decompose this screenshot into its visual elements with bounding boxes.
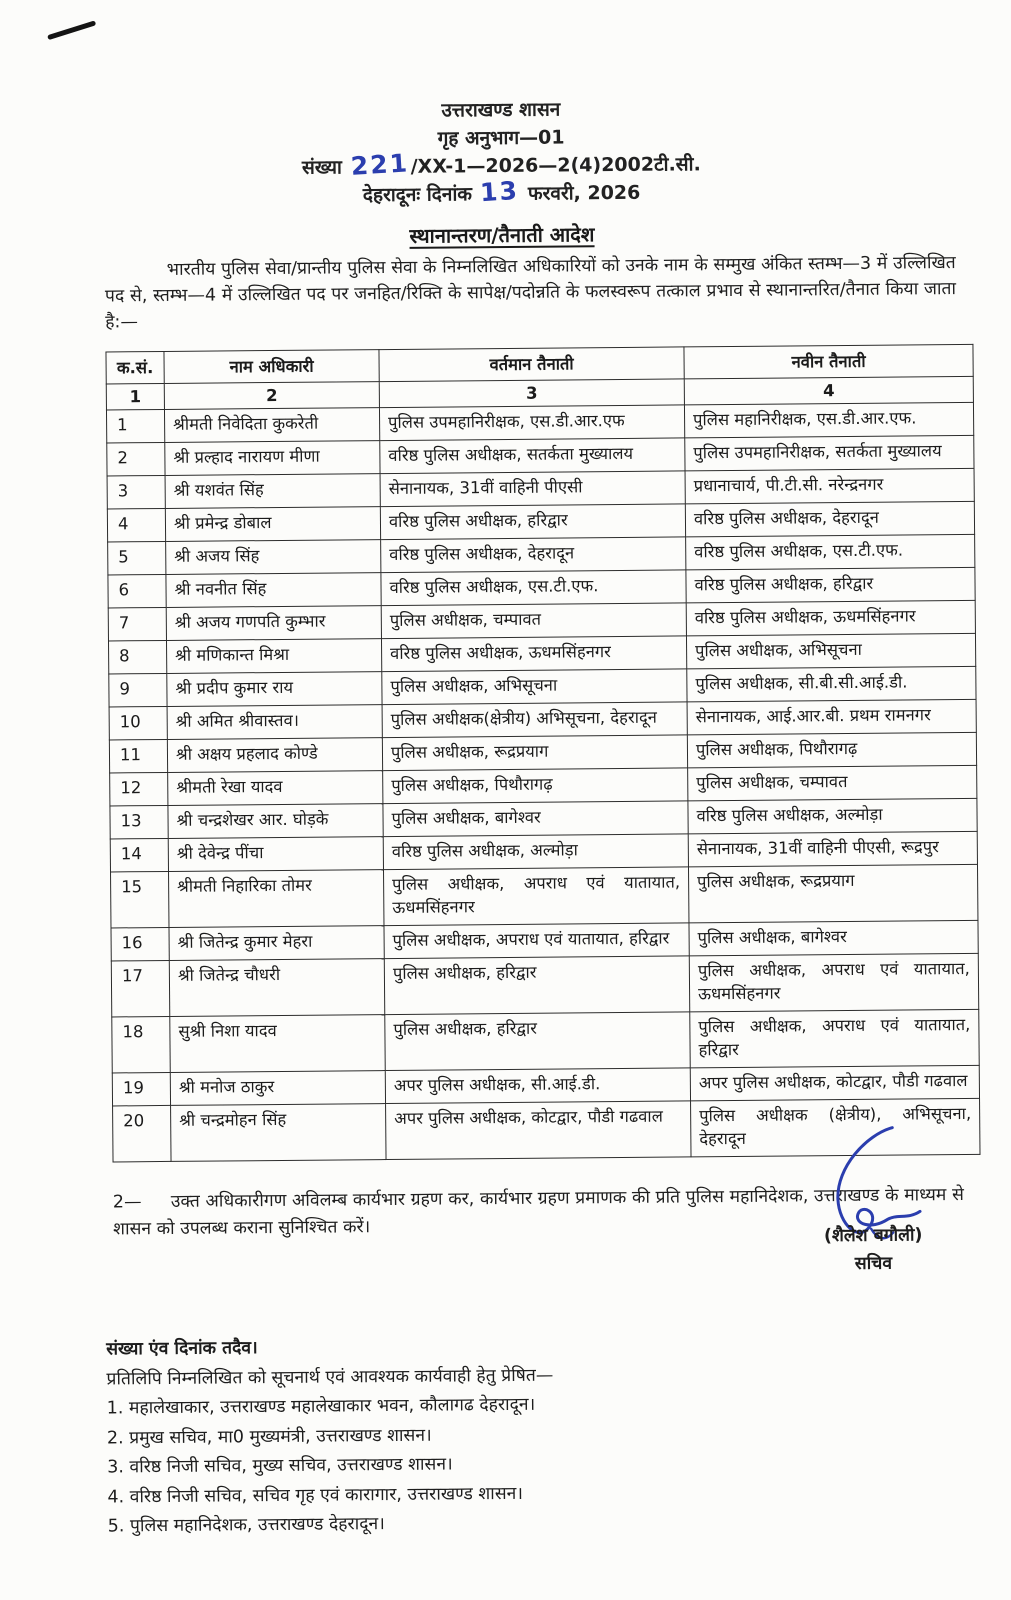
current-posting: पुलिस अधीक्षक, रूद्रप्रयाग xyxy=(382,735,687,771)
col-header-serial: क.सं. xyxy=(106,351,164,384)
current-posting: पुलिस अधीक्षक, पिथौरागढ़ xyxy=(383,768,688,804)
new-posting: अपर पुलिस अधीक्षक, कोटद्वार, पौडी गढवाल xyxy=(690,1065,979,1101)
table-row xyxy=(111,864,978,928)
col-number-3: 3 xyxy=(379,379,684,408)
row-serial-number: 1 xyxy=(106,409,164,443)
new-posting: वरिष्ठ पुलिस अधीक्षक, अल्मोड़ा xyxy=(688,798,977,834)
current-posting: वरिष्ठ पुलिस अधीक्षक, सतर्कता मुख्यालय xyxy=(380,438,685,474)
new-posting: पुलिस अधीक्षक, अपराध एवं यातायात, हरिद्वार xyxy=(690,1009,979,1068)
col-number-2: 2 xyxy=(164,382,379,410)
officer-name: श्री नवनीत सिंह xyxy=(166,573,381,608)
row-serial-number: 20 xyxy=(113,1105,171,1162)
distribution-item: 2. प्रमुख सचिव, मा0 मुख्यमंत्री, उत्तराखण्ड शासन। xyxy=(106,1425,432,1449)
col-number-4: 4 xyxy=(684,376,973,405)
new-posting: वरिष्ठ पुलिस अधीक्षक, एस.टी.एफ. xyxy=(686,534,975,570)
row-serial-number: 14 xyxy=(110,838,168,872)
col-header-current-posting: वर्तमान तैनाती xyxy=(379,347,684,382)
order-title: स्थानान्तरण/तैनाती आदेश xyxy=(409,222,595,248)
row-serial-number: 8 xyxy=(108,640,166,674)
distribution-item: 3. वरिष्ठ निजी सचिव, मुख्य सचिव, उत्तराखण्ड शासन। xyxy=(107,1454,453,1478)
officer-name: श्री चन्द्रमोहन सिंह xyxy=(171,1104,386,1162)
officer-name: श्री प्रल्हाद नारायण मीणा xyxy=(165,441,380,476)
table-row xyxy=(112,1009,979,1073)
new-posting: पुलिस अधीक्षक, बागेश्वर xyxy=(689,920,978,956)
officer-name: श्री अजय सिंह xyxy=(166,540,381,575)
row-serial-number: 18 xyxy=(112,1016,170,1073)
officer-name: श्री यशवंत सिंह xyxy=(165,474,380,509)
officer-name: श्री चन्द्रशेखर आर. घोड़के xyxy=(168,804,383,839)
row-serial-number: 15 xyxy=(111,871,169,928)
current-posting: पुलिस अधीक्षक, अभिसूचना xyxy=(382,669,687,705)
table-row xyxy=(111,953,978,1017)
distribution-section xyxy=(106,1328,959,1542)
current-posting: पुलिस अधीक्षक(क्षेत्रीय) अभिसूचना, देहरादून xyxy=(382,702,687,738)
distribution-item: 4. वरिष्ठ निजी सचिव, सचिव गृह एवं कारागार, उत्तराखण्ड शासन। xyxy=(107,1483,524,1508)
row-serial-number: 7 xyxy=(108,607,166,641)
order-number-handwritten: 221 xyxy=(349,148,410,181)
col-header-new-posting: नवीन तैनाती xyxy=(684,344,973,379)
department-section: गृह अनुभाग—01 xyxy=(437,126,565,150)
current-posting: वरिष्ठ पुलिस अधीक्षक, अल्मोड़ा xyxy=(383,834,688,870)
row-serial-number: 19 xyxy=(112,1072,170,1106)
officer-name: सुश्री निशा यादव xyxy=(170,1015,385,1073)
new-posting: पुलिस अधीक्षक, अभिसूचना xyxy=(686,633,975,669)
transfer-table-wrap xyxy=(105,344,1011,1163)
document-header xyxy=(0,0,1007,212)
col-number-1: 1 xyxy=(106,383,164,410)
row-serial-number: 6 xyxy=(108,574,166,608)
officer-name: श्री मणिकान्त मिश्रा xyxy=(166,639,381,674)
place-date-prefix: देहरादूनः दिनांक xyxy=(362,183,479,207)
row-serial-number: 12 xyxy=(110,772,168,806)
signatory-name: (शैलेश बगौली) xyxy=(823,1225,923,1247)
current-posting: वरिष्ठ पुलिस अधीक्षक, एस.टी.एफ. xyxy=(381,570,686,606)
row-serial-number: 11 xyxy=(109,739,167,773)
current-posting: पुलिस अधीक्षक, चम्पावत xyxy=(381,603,686,639)
new-posting: सेनानायक, 31वीं वाहिनी पीएसी, रूद्रपुर xyxy=(688,831,977,867)
officer-name: श्रीमती रेखा यादव xyxy=(168,771,383,806)
officer-name: श्री जितेन्द्र कुमार मेहरा xyxy=(169,926,384,961)
row-serial-number: 17 xyxy=(111,960,169,1017)
intro-paragraph: भारतीय पुलिस सेवा/प्रान्तीय पुलिस सेवा के निम्नलिखित अधिकारियों को उनके नाम के सम्मुख अंकित स्तम्भ—3 में उल्लिखित पद से, स्तम्भ—4 में उल्लिखित पद पर जनहित/रिक्ति के सापेक्ष/पदोन्नति के फलस्वरूप तत्काल प्रभाव से स्थानान्तरित/तैनात किया जाता है:— xyxy=(104,253,957,333)
current-posting: अपर पुलिस अधीक्षक, सी.आई.डी. xyxy=(385,1068,690,1104)
copy-forwarded-line: प्रतिलिपि निम्नलिखित को सूचनार्थ एवं आवश्यक कार्यवाही हेतु प्रेषित— xyxy=(106,1365,554,1390)
officer-name: श्रीमती निवेदिता कुकरेती xyxy=(164,408,379,443)
current-posting: पुलिस अधीक्षक, बागेश्वर xyxy=(383,801,688,837)
officer-name: श्री प्रदीप कुमार राय xyxy=(167,672,382,707)
signatory-designation: सचिव xyxy=(854,1253,893,1274)
current-posting: पुलिस अधीक्षक, हरिद्वार xyxy=(385,1012,690,1071)
new-posting: वरिष्ठ पुलिस अधीक्षक, हरिद्वार xyxy=(686,567,975,603)
row-serial-number: 13 xyxy=(110,805,168,839)
current-posting: अपर पुलिस अधीक्षक, कोटद्वार, पौडी गढवाल xyxy=(386,1101,691,1160)
new-posting: प्रधानाचार्य, पी.टी.सी. नरेन्द्रनगर xyxy=(685,468,974,504)
current-posting: पुलिस अधीक्षक, हरिद्वार xyxy=(384,956,689,1015)
current-posting: पुलिस उपमहानिरीक्षक, एस.डी.आर.एफ xyxy=(379,405,684,441)
officer-name: श्री अक्षय प्रहलाद कोण्डे xyxy=(167,738,382,773)
officer-name: श्री अमित श्रीवास्तव। xyxy=(167,705,382,740)
paragraph-number: 2— xyxy=(112,1192,142,1213)
row-serial-number: 10 xyxy=(109,706,167,740)
new-posting: वरिष्ठ पुलिस अधीक्षक, ऊधमसिंहनगर xyxy=(686,600,975,636)
current-posting: वरिष्ठ पुलिस अधीक्षक, ऊधमसिंहनगर xyxy=(381,636,686,672)
distribution-item: 1. महालेखाकार, उत्तराखण्ड महालेखाकार भवन, कौलागढ देहरादून। xyxy=(106,1394,536,1419)
new-posting: पुलिस अधीक्षक, पिथौरागढ़ xyxy=(687,732,976,768)
new-posting: पुलिस अधीक्षक, रूद्रप्रयाग xyxy=(688,864,977,923)
instruction-text: उक्त अधिकारीगण अविलम्ब कार्यभार ग्रहण कर, कार्यभार ग्रहण प्रमाणक की प्रति पुलिस महानिदेशक, उत्तराखण्ड के माध्यम से शासन को उपलब्ध कराना सुनिश्चित करें। xyxy=(113,1185,964,1240)
current-posting: सेनानायक, 31वीं वाहिनी पीएसी xyxy=(380,471,685,507)
officer-name: श्री मनोज ठाकुर xyxy=(170,1071,385,1106)
new-posting: पुलिस अधीक्षक, अपराध एवं यातायात, ऊधमसिंहनगर xyxy=(689,953,978,1012)
footer-number-date-line: संख्या एंव दिनांक तदैव। xyxy=(106,1338,258,1360)
officer-name: श्रीमती निहारिका तोमर xyxy=(169,870,384,928)
row-serial-number: 2 xyxy=(107,442,165,476)
table-row xyxy=(113,1098,980,1162)
government-name: उत्तराखण्ड शासन xyxy=(441,98,561,122)
row-serial-number: 5 xyxy=(108,541,166,575)
current-posting: वरिष्ठ पुलिस अधीक्षक, हरिद्वार xyxy=(380,504,685,540)
row-serial-number: 16 xyxy=(111,927,169,961)
new-posting: पुलिस उपमहानिरीक्षक, सतर्कता मुख्यालय xyxy=(685,435,974,471)
date-handwritten: 13 xyxy=(479,175,521,208)
officer-name: श्री देवेन्द्र पींचा xyxy=(168,837,383,872)
current-posting: पुलिस अधीक्षक, अपराध एवं यातायात, ऊधमसिंहनगर xyxy=(383,867,688,926)
col-header-officer-name: नाम अधिकारी xyxy=(164,350,379,384)
transfer-table-body xyxy=(106,402,980,1162)
transfer-table xyxy=(105,344,980,1163)
current-posting: पुलिस अधीक्षक, अपराध एवं यातायात, हरिद्वार xyxy=(384,923,689,959)
distribution-item: 5. पुलिस महानिदेशक, उत्तराखण्ड देहरादून। xyxy=(107,1514,385,1537)
new-posting: वरिष्ठ पुलिस अधीक्षक, देहरादून xyxy=(685,501,974,537)
row-serial-number: 3 xyxy=(107,475,165,509)
date-rest: फरवरी, 2026 xyxy=(521,181,641,205)
officer-name: श्री प्रमेन्द्र डोबाल xyxy=(165,507,380,542)
new-posting: पुलिस अधीक्षक (क्षेत्रीय), अभिसूचना, देहरादून xyxy=(691,1098,980,1157)
officer-name: श्री अजय गणपति कुम्भार xyxy=(166,606,381,641)
row-serial-number: 4 xyxy=(107,508,165,542)
new-posting: पुलिस महानिरीक्षक, एस.डी.आर.एफ. xyxy=(684,402,973,438)
order-number-rest: /XX-1—2026—2(4)2002टी.सी. xyxy=(410,153,701,178)
new-posting: सेनानायक, आई.आर.बी. प्रथम रामनगर xyxy=(687,699,976,735)
order-number-prefix: संख्या xyxy=(301,156,349,179)
distribution-list xyxy=(107,1387,959,1542)
new-posting: पुलिस अधीक्षक, चम्पावत xyxy=(688,765,977,801)
row-serial-number: 9 xyxy=(109,673,167,707)
officer-name: श्री जितेन्द्र चौधरी xyxy=(169,959,384,1017)
new-posting: पुलिस अधीक्षक, सी.बी.सी.आई.डी. xyxy=(687,666,976,702)
current-posting: वरिष्ठ पुलिस अधीक्षक, देहरादून xyxy=(381,537,686,573)
